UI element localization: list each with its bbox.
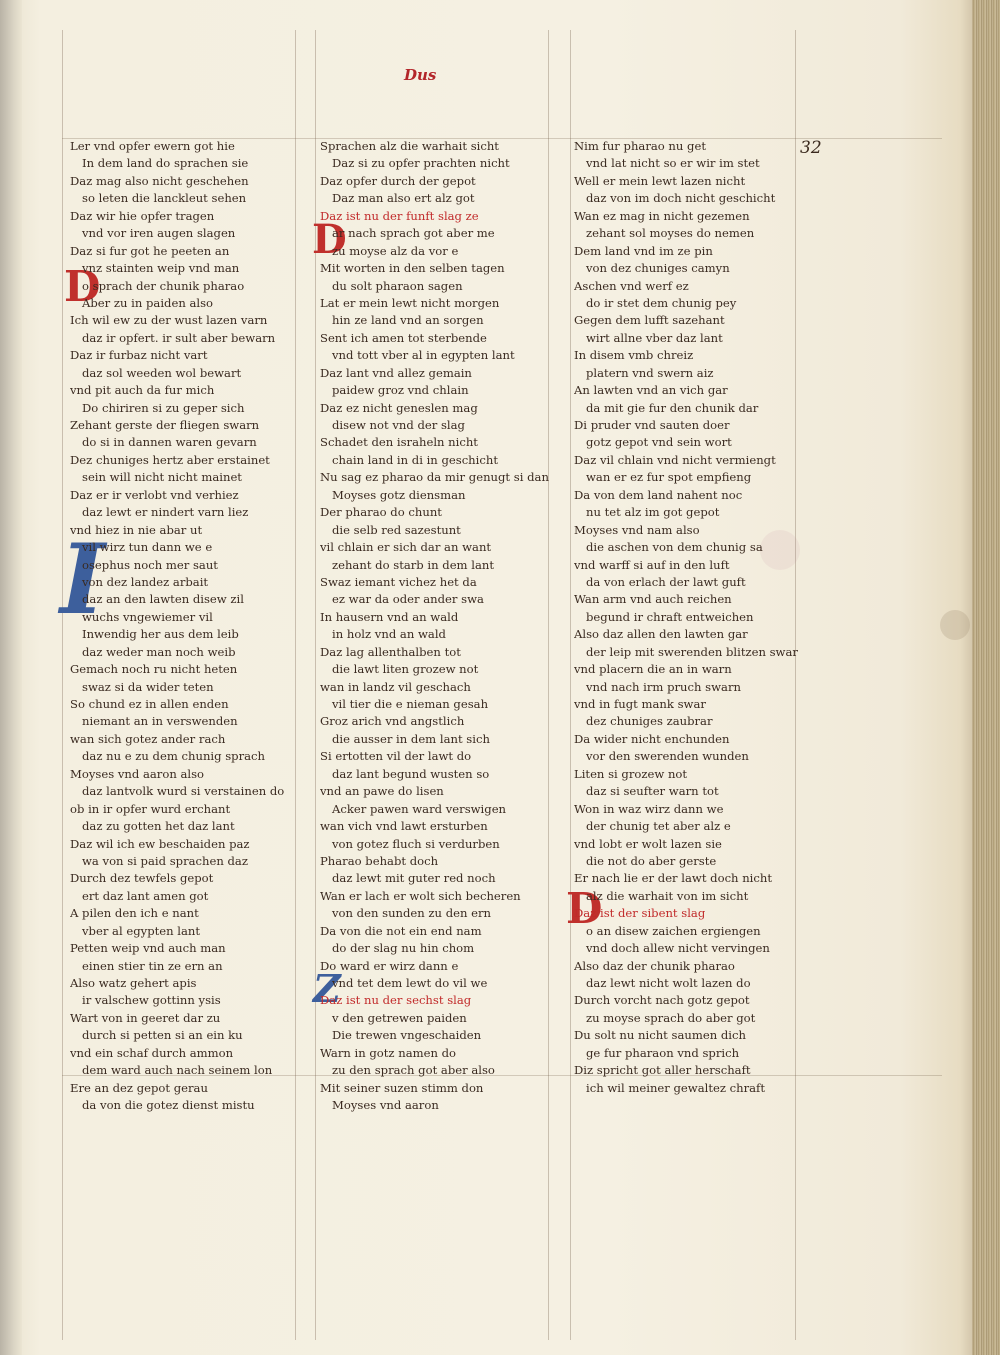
verse-line: vnd lat nicht so er wir im stet [586, 156, 760, 171]
verse-line: Da von dem land nahent noc [574, 487, 743, 502]
verse-line: da von erlach der lawt guft [586, 574, 746, 589]
verse-line: In hausern vnd an wald [320, 609, 459, 624]
stain [940, 610, 970, 640]
verse-line: wuchs vngewiemer vil [82, 609, 213, 624]
verse-line: daz lewt er nindert varn liez [82, 505, 249, 520]
verse-line: so leten die lanckleut sehen [82, 191, 247, 206]
verse-line: Do ward er wirz dann e [320, 958, 459, 973]
verse-line: ez war da oder ander swa [332, 592, 484, 607]
verse-line: Petten weip vnd auch man [70, 941, 226, 956]
verse-line: Daz si zu opfer prachten nicht [332, 156, 510, 171]
verse-line: Ler vnd opfer ewern got hie [70, 139, 235, 153]
verse-line: Du solt nu nicht saumen dich [574, 1028, 746, 1043]
verse-line: Acker pawen ward verswigen [332, 801, 507, 816]
previous-page-edge [0, 0, 22, 1355]
verse-line: wirt allne vber daz lant [586, 330, 723, 345]
verse-line: von gotez fluch si verdurben [332, 836, 500, 851]
verse-line: Si ertotten vil der lawt do [320, 749, 472, 764]
verse-line: vnd in fugt mank swar [574, 697, 706, 711]
verse-line: wan er ez fur spot empfieng [586, 470, 752, 485]
verse-line: Daz er ir verlobt vnd verhiez [70, 487, 239, 502]
verse-line: Dem land vnd im ze pin [574, 243, 713, 258]
verse-line: daz si seufter warn tot [586, 784, 719, 799]
verse-line: Daz ez nicht geneslen mag [320, 400, 478, 415]
verse-line: Schadet den israheln nicht [320, 435, 478, 450]
verse-line: Sprachen alz die warhait sicht [320, 139, 499, 153]
verse-line: wan vich vnd lawt ersturben [320, 819, 488, 834]
verse-line: Also daz allen den lawten gar [574, 627, 748, 642]
running-head: Dus [404, 66, 437, 84]
verse-line: Gegen dem lufft sazehant [574, 313, 725, 328]
text-column-3 [574, 138, 804, 1097]
verse-line: osephus noch mer saut [82, 557, 218, 572]
blue-initial: Z [313, 966, 341, 1011]
verse-line: do ir stet dem chunig pey [586, 295, 737, 310]
verse-line: gotz gepot vnd sein wort [586, 435, 732, 450]
verse-line: dem ward auch nach seinem lon [82, 1063, 273, 1078]
red-initial: D [312, 216, 347, 263]
verse-line: vnd an pawe do lisen [320, 784, 444, 799]
ruling-line [570, 30, 571, 1340]
verse-line: zehant sol moyses do nemen [586, 226, 755, 241]
verse-line: die ausser in dem lant sich [332, 731, 490, 746]
verse-line: Sent ich amen tot sterbende [320, 330, 487, 345]
verse-line: Also daz der chunik pharao [574, 958, 735, 973]
verse-line: alz die warhait von im sicht [586, 888, 749, 903]
verse-line: chain land in di in geschicht [332, 452, 498, 467]
verse-line: wa von si paid sprachen daz [82, 853, 248, 868]
verse-line: o an disew zaichen ergiengen [586, 923, 761, 938]
verse-line: Durch vorcht nach gotz gepot [574, 993, 750, 1008]
verse-line: Di pruder vnd sauten doer [574, 418, 730, 432]
book-fore-edge [972, 0, 1000, 1355]
verse-line: Daz wil ich ew beschaiden paz [70, 836, 250, 851]
verse-line: vnz stainten weip vnd man [82, 261, 240, 276]
verse-line: Swaz iemant vichez het da [320, 574, 477, 589]
verse-line: In dem land do sprachen sie [82, 156, 249, 171]
verse-line: Do chiriren si zu geper sich [82, 400, 245, 415]
verse-line: In disem vmb chreiz [574, 348, 694, 363]
verse-line: daz zu gotten het daz lant [82, 819, 235, 834]
verse-line: Daz vil chlain vnd nicht vermiengt [574, 452, 776, 467]
verse-line: A pilen den ich e nant [70, 906, 199, 921]
text-column-2 [320, 138, 550, 1115]
verse-line: Aschen vnd werf ez [574, 278, 689, 293]
verse-line: Moyses vnd aaron [332, 1098, 439, 1113]
verse-line: vnd hiez in nie abar ut [70, 522, 203, 537]
verse-line: vor den swerenden wunden [586, 749, 749, 764]
verse-line: vil tier die e nieman gesah [332, 697, 489, 711]
verse-line: Wan arm vnd auch reichen [574, 592, 732, 607]
verse-line: Zehant gerste der fliegen swarn [70, 418, 260, 432]
ruling-line [62, 30, 63, 1340]
verse-line: Lat er mein lewt nicht morgen [320, 295, 500, 310]
verse-line: Diz spricht got aller herschaft [574, 1063, 751, 1078]
verse-line: do si in dannen waren gevarn [82, 435, 257, 450]
rubric-line: Daz ist der sibent slag [574, 906, 706, 921]
verse-line: daz lewt mit guter red noch [332, 871, 496, 886]
verse-line: vnd doch allew nicht vervingen [586, 941, 770, 956]
verse-line: Daz opfer durch der gepot [320, 173, 476, 188]
verse-line: Er nach lie er der lawt doch nicht [574, 871, 773, 886]
red-initial: D [566, 884, 603, 933]
verse-line: daz an den lawten disew zil [82, 592, 244, 607]
verse-line: Daz lant vnd allez gemain [320, 365, 472, 380]
verse-line: vnd lobt er wolt lazen sie [574, 836, 722, 851]
verse-line: Groz arich vnd angstlich [320, 714, 465, 729]
verse-line: du solt pharaon sagen [332, 278, 463, 293]
text-column-1 [70, 138, 300, 1115]
verse-line: sein will nicht nicht mainet [82, 470, 242, 485]
verse-line: die selb red sazestunt [332, 522, 461, 537]
verse-line: vber al egypten lant [82, 923, 201, 938]
verse-line: Daz wir hie opfer tragen [70, 208, 215, 223]
verse-line: Daz man also ert alz got [332, 191, 475, 206]
verse-line: ir valschew gottinn ysis [82, 993, 221, 1008]
verse-line: Daz lag allenthalben tot [320, 644, 461, 659]
verse-line: von dez landez arbait [82, 574, 209, 589]
verse-line: Daz ir furbaz nicht vart [70, 348, 208, 363]
verse-line: So chund ez in allen enden [70, 697, 229, 711]
verse-line: Da von die not ein end nam [320, 923, 482, 938]
verse-line: die not do aber gerste [586, 853, 717, 868]
verse-line: Daz mag also nicht geschehen [70, 173, 249, 188]
verse-line: Wan er lach er wolt sich becheren [320, 888, 521, 903]
verse-line: Da wider nicht enchunden [574, 731, 730, 746]
verse-line: da von die gotez dienst mistu [82, 1098, 255, 1113]
verse-line: vil chlain er sich dar an want [320, 540, 492, 555]
verse-line: Ich wil ew zu der wust lazen varn [70, 313, 268, 328]
verse-line: daz lant begund wusten so [332, 766, 490, 781]
verse-line: Aber zu in paiden also [82, 295, 214, 310]
verse-line: Ere an dez gepot gerau [70, 1080, 208, 1095]
verse-line: Nu sag ez pharao da mir genugt si dan [320, 470, 549, 485]
verse-line: Durch dez tewfels gepot [70, 871, 214, 886]
verse-line: Mit seiner suzen stimm don [320, 1080, 484, 1095]
verse-line: zu moyse sprach do aber got [586, 1010, 756, 1025]
verse-line: nu tet alz im got gepot [586, 505, 720, 520]
verse-line: Pharao behabt doch [320, 853, 439, 868]
verse-line: Nim fur pharao nu get [574, 139, 706, 153]
verse-line: ar nach sprach got aber me [332, 226, 495, 241]
verse-line: do der slag nu hin chom [332, 941, 475, 956]
verse-line: zu den sprach got aber also [332, 1063, 495, 1078]
verse-line: von den sunden zu den ern [332, 906, 492, 921]
verse-line: dez chuniges zaubrar [586, 714, 713, 729]
verse-line: disew not vnd der slag [332, 418, 465, 432]
verse-line: daz von im doch nicht geschicht [586, 191, 776, 206]
verse-line: vnd nach irm pruch swarn [586, 679, 741, 694]
verse-line: niemant an in verswenden [82, 714, 238, 729]
verse-line: Also watz gehert apis [70, 976, 197, 990]
verse-line: vnd vor iren augen slagen [82, 226, 236, 241]
verse-line: vnd warff si auf in den luft [574, 557, 730, 572]
verse-line: platern vnd swern aiz [586, 365, 714, 380]
rubric-line: Daz ist nu der sechst slag [320, 993, 472, 1008]
verse-line: vnd tott vber al in egypten lant [332, 348, 515, 363]
verse-line: vnd ein schaf durch ammon [70, 1045, 234, 1060]
verse-line: Won in waz wirz dann we [574, 801, 724, 816]
verse-line: ge fur pharaon vnd sprich [586, 1045, 740, 1060]
verse-line: wan sich gotez ander rach [70, 731, 226, 746]
verse-line: Die trewen vngeschaiden [332, 1028, 482, 1043]
verse-line: ich wil meiner gewaltez chraft [586, 1080, 766, 1095]
verse-line: paidew groz vnd chlain [332, 383, 469, 398]
verse-line: daz ir opfert. ir sult aber bewarn [82, 330, 276, 345]
verse-line: einen stier tin ze ern an [82, 958, 223, 973]
verse-line: Warn in gotz namen do [320, 1045, 457, 1060]
verse-line: zu moyse alz da vor e [332, 243, 459, 258]
verse-line: zehant do starb in dem lant [332, 557, 494, 572]
verse-line: der leip mit swerenden blitzen swar [586, 644, 798, 659]
folio-number: 32 [800, 138, 822, 158]
verse-line: Dez chuniges hertz aber erstainet [70, 452, 270, 467]
verse-line: Wan ez mag in nicht gezemen [574, 208, 750, 223]
verse-line: vnd pit auch da fur mich [70, 383, 215, 398]
verse-line: v den getrewen paiden [332, 1010, 467, 1025]
verse-line: swaz si da wider teten [82, 679, 214, 694]
verse-line: durch si petten si an ein ku [82, 1028, 243, 1043]
verse-line: der chunig tet aber alz e [586, 819, 731, 834]
verse-line: vnd placern die an in warn [574, 662, 732, 677]
verse-line: Daz si fur got he peeten an [70, 243, 230, 258]
verse-line: Wart von in geeret dar zu [70, 1010, 221, 1025]
verse-line: daz nu e zu dem chunig sprach [82, 749, 266, 764]
verse-line: von dez chuniges camyn [586, 261, 730, 276]
verse-line: daz sol weeden wol bewart [82, 365, 242, 380]
verse-line: An lawten vnd an vich gar [574, 383, 728, 398]
verse-line: ert daz lant amen got [82, 888, 209, 903]
verse-line: Liten si grozew not [574, 766, 688, 781]
blue-initial: I [60, 523, 105, 636]
verse-line: daz lantvolk wurd si verstainen do [82, 784, 285, 799]
verse-line: hin ze land vnd an sorgen [332, 313, 484, 328]
verse-line: vil wirz tun dann we e [82, 540, 213, 555]
verse-line: Der pharao do chunt [320, 505, 442, 520]
verse-line: Mit worten in den selben tagen [320, 261, 505, 276]
verse-line: in holz vnd an wald [332, 627, 446, 642]
verse-line: Moyses vnd aaron also [70, 766, 205, 781]
verse-line: vnd tet dem lewt do vil we [332, 976, 488, 990]
verse-line: daz weder man noch weib [82, 644, 236, 659]
verse-line: da mit gie fur den chunik dar [586, 400, 759, 415]
verse-line: Inwendig her aus dem leib [82, 627, 239, 642]
verse-line: Moyses vnd nam also [574, 522, 700, 537]
verse-line: die aschen von dem chunig sa [586, 540, 763, 555]
verse-line: Moyses gotz diensman [332, 487, 466, 502]
verse-line: Gemach noch ru nicht heten [70, 662, 238, 677]
verse-line: Well er mein lewt lazen nicht [574, 173, 746, 188]
verse-line: daz lewt nicht wolt lazen do [586, 976, 751, 990]
rubric-line: Daz ist nu der funft slag ze [320, 208, 479, 223]
verse-line: wan in landz vil geschach [320, 679, 471, 694]
red-initial: D [64, 262, 101, 311]
verse-line: o sprach der chunik pharao [82, 278, 245, 293]
verse-line: begund ir chraft entweichen [586, 609, 754, 624]
verse-line: die lawt liten grozew not [332, 662, 479, 677]
verse-line: ob in ir opfer wurd erchant [70, 801, 231, 816]
